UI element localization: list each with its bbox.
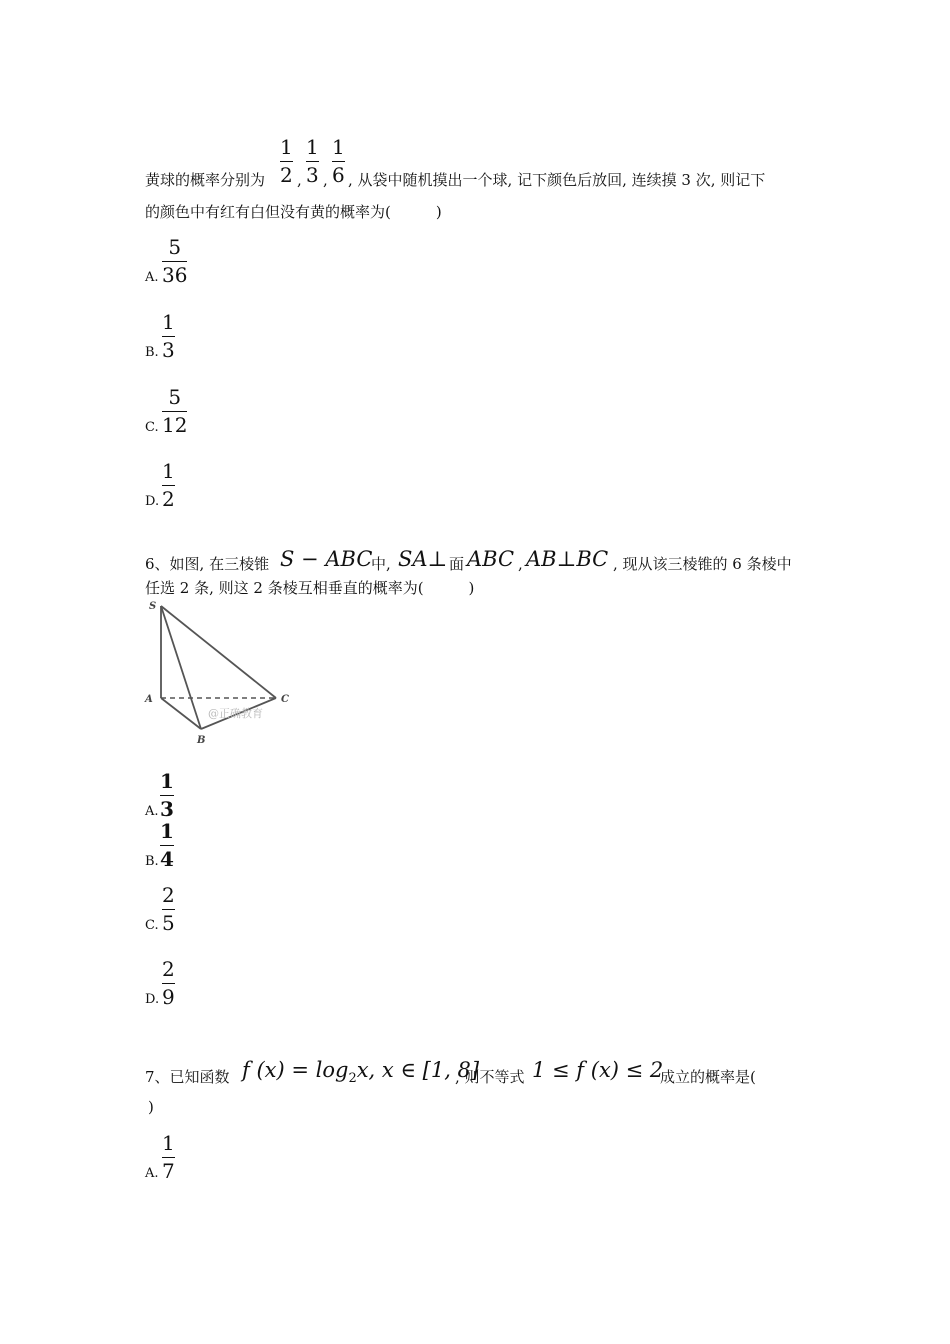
fraction-denominator: 2 bbox=[162, 487, 175, 511]
option-fraction bbox=[160, 770, 174, 820]
fraction-denominator: 6 bbox=[332, 163, 345, 187]
fraction-denominator: 5 bbox=[162, 911, 175, 935]
fraction-bar bbox=[162, 909, 175, 910]
fraction-numerator: 1 bbox=[332, 135, 345, 159]
fraction-bar bbox=[162, 336, 175, 337]
q7-stem-line2: ) bbox=[148, 1098, 154, 1116]
fraction-denominator: 36 bbox=[162, 263, 188, 287]
fraction-denominator: 4 bbox=[160, 847, 174, 871]
q5-stem-line2: 的颜色中有红有白但没有黄的概率为( ) bbox=[145, 203, 442, 221]
fraction-bar bbox=[162, 485, 175, 486]
q6-expr-sa-perp: SA⊥ bbox=[398, 547, 448, 571]
q7-mid: , 则不等式 bbox=[455, 1068, 525, 1086]
q6-expr-pyramid: S − ABC bbox=[280, 547, 373, 571]
fraction-numerator: 1 bbox=[162, 310, 175, 334]
option-fraction bbox=[162, 958, 175, 1008]
q6-prefix: 6、如图, 在三棱锥 bbox=[145, 555, 270, 573]
log-base: 2 bbox=[348, 1071, 357, 1087]
fraction-denominator: 12 bbox=[162, 413, 188, 437]
fraction-denominator: 9 bbox=[162, 985, 175, 1009]
fraction-bar bbox=[280, 161, 293, 162]
edge-sb bbox=[161, 606, 201, 729]
vertex-label-a: A bbox=[145, 694, 153, 705]
option-label: A. bbox=[145, 270, 159, 285]
fraction-bar bbox=[160, 795, 174, 796]
fraction-denominator: 3 bbox=[160, 797, 174, 821]
option-label: B. bbox=[145, 854, 159, 869]
option-fraction bbox=[162, 884, 175, 934]
q5-comma-2: , bbox=[323, 171, 328, 189]
fraction-numerator: 2 bbox=[162, 957, 175, 981]
option-label: B. bbox=[145, 345, 159, 360]
q7-expr-function bbox=[242, 1058, 479, 1086]
expr-log: f (x) = log bbox=[242, 1058, 349, 1082]
fraction-numerator: 1 bbox=[162, 1131, 175, 1155]
q5-fraction-3 bbox=[332, 136, 345, 186]
fraction-numerator: 5 bbox=[168, 235, 182, 259]
fraction-numerator: 1 bbox=[160, 769, 174, 793]
fraction-numerator: 1 bbox=[160, 819, 174, 843]
fraction-denominator: 3 bbox=[162, 338, 175, 362]
vertex-label-s: S bbox=[149, 601, 157, 612]
fraction-numerator: 1 bbox=[162, 459, 175, 483]
fraction-bar bbox=[162, 983, 175, 984]
q5-comma-1: , bbox=[297, 171, 302, 189]
q7-expr-inequality: 1 ≤ f (x) ≤ 2 bbox=[532, 1058, 664, 1082]
fraction-numerator: 2 bbox=[162, 883, 175, 907]
vertex-label-c: C bbox=[281, 694, 289, 705]
edge-sc bbox=[161, 606, 276, 698]
fraction-bar bbox=[332, 161, 345, 162]
q6-pyramid-figure bbox=[140, 596, 310, 748]
option-label: D. bbox=[145, 494, 160, 509]
fraction-numerator: 1 bbox=[280, 135, 293, 159]
option-fraction bbox=[162, 1132, 175, 1182]
option-fraction bbox=[162, 236, 187, 286]
option-fraction bbox=[162, 460, 175, 510]
fraction-bar bbox=[160, 845, 174, 846]
q5-stem-text-a: 黄球的概率分别为 bbox=[145, 171, 266, 189]
fraction-denominator: 3 bbox=[306, 163, 319, 187]
fraction-bar bbox=[162, 411, 187, 412]
option-fraction bbox=[162, 311, 175, 361]
fraction-bar bbox=[306, 161, 319, 162]
q5-fraction-2 bbox=[306, 136, 319, 186]
q5-stem-text-b: , 从袋中随机摸出一个球, 记下颜色后放回, 连续摸 3 次, 则记下 bbox=[348, 171, 766, 189]
fraction-bar bbox=[162, 1157, 175, 1158]
option-fraction bbox=[160, 820, 174, 870]
option-label: C. bbox=[145, 420, 159, 435]
fraction-bar bbox=[162, 261, 187, 262]
q7-suffix: 成立的概率是( bbox=[660, 1068, 756, 1086]
option-label: A. bbox=[145, 1166, 159, 1181]
fraction-numerator: 5 bbox=[168, 385, 182, 409]
option-label: C. bbox=[145, 918, 159, 933]
edge-ab bbox=[161, 698, 201, 729]
option-label: A. bbox=[145, 804, 159, 819]
q6-comma: , bbox=[518, 555, 523, 573]
q6-mid2: 面 bbox=[449, 555, 465, 573]
vertex-label-b: B bbox=[197, 735, 206, 746]
q5-fraction-1 bbox=[280, 136, 293, 186]
fraction-denominator: 7 bbox=[162, 1159, 175, 1183]
q6-stem-line2: 任选 2 条, 则这 2 条棱互相垂直的概率为( ) bbox=[145, 579, 475, 597]
q6-expr-abc: ABC bbox=[467, 547, 515, 571]
watermark: @正确教育 bbox=[208, 707, 263, 720]
q6-mid1: 中, bbox=[371, 555, 391, 573]
q6-suffix: , 现从该三棱锥的 6 条棱中 bbox=[613, 555, 792, 573]
fraction-denominator: 2 bbox=[280, 163, 293, 187]
fraction-numerator: 1 bbox=[306, 135, 319, 159]
q6-expr-ab-perp-bc: AB⊥BC bbox=[526, 547, 609, 571]
option-fraction bbox=[162, 386, 187, 436]
expr-domain: x, x ∈ [1, 8] bbox=[356, 1058, 480, 1082]
q7-prefix: 7、已知函数 bbox=[145, 1068, 230, 1086]
option-label: D. bbox=[145, 992, 160, 1007]
